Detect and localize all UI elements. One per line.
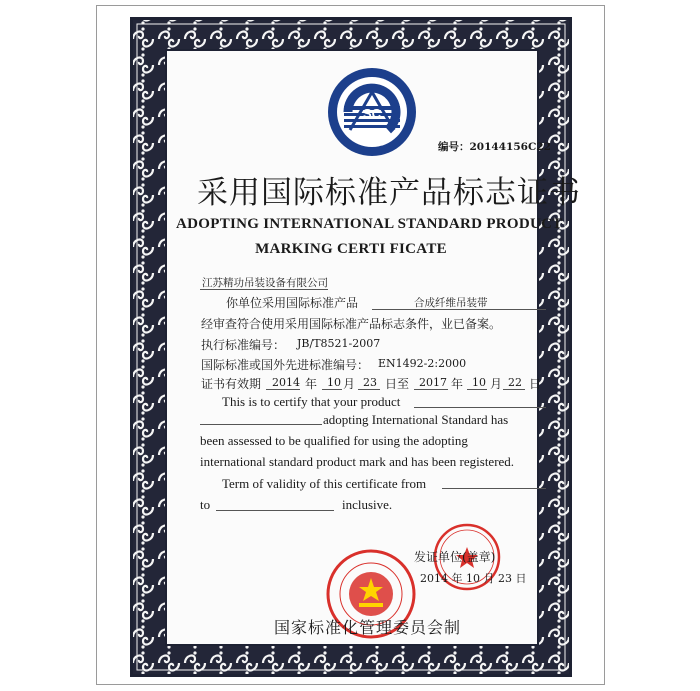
to-underline [216,510,334,511]
underline-from-year [266,389,300,390]
title-english-line1: ADOPTING INTERNATIONAL STANDARD PRODUCT [176,216,563,232]
intl-standard-value: EN1492-2:2000 [378,357,467,370]
underline-to-month [467,389,487,390]
serial-number: 编号：20144156C22 [438,141,551,153]
inclusive-text: inclusive. [342,497,393,512]
review-text: 经审查符合使用采用国际标准产品标志条件，业已备案。 [201,317,502,331]
footer-issuer: 国家标准化管理委员会制 [274,618,462,637]
validity-to-year: 2017 [419,376,447,389]
validity-month-char: 月 [343,377,356,391]
validity-label: 证书有效期 [201,377,262,391]
validity-year-char-2: 年 [451,377,464,391]
title-english-line2: MARKING CERTI FICATE [255,241,447,257]
registered-text: international standard product mark and has been registered. [200,454,515,469]
adopting-text: adopting International Standard has [323,412,509,427]
product-underline [372,309,546,310]
validity-to-char: 日至 [385,377,410,391]
unit-adopt-text: 你单位采用国际标准产品 [226,296,359,310]
certify-text: This is to certify that your product [222,394,401,409]
title-chinese: 采用国际标准产品标志证书 [197,175,581,211]
intl-standard-label: 国际标准或国外先进标准编号： [201,358,370,372]
exec-standard-value: JB/T8521-2007 [297,337,381,350]
company-underline [200,289,328,290]
svg-text:SC: SC [362,106,382,121]
underline-from-day [358,389,380,390]
exec-standard-label: 执行标准编号： [201,338,286,352]
issue-date: 2014 年 10 月 23 日 [420,572,527,585]
validity-month-char-2: 月 [490,377,503,391]
company-name: 江苏精功吊装设备有限公司 [202,277,328,289]
validity-year-char: 年 [305,377,318,391]
acsc-logo-icon [326,66,418,158]
validity-from-month: 10 [327,376,341,389]
underline-from-month [322,389,342,390]
validity-to-day: 22 [508,376,522,389]
validity-from-day: 23 [363,376,377,389]
term-text: Term of validity of this certificate from [222,476,427,491]
product-name: 合成纤维吊装带 [414,297,488,309]
validity-to-month: 10 [472,376,486,389]
term-underline [442,488,546,489]
underline-to-day [503,389,525,390]
issuer-label: 发证单位(盖章) [414,550,496,564]
underline-to-year [414,389,448,390]
adopting-underline [200,424,322,425]
certify-underline [414,407,546,408]
to-text: to [200,497,211,512]
assessed-text: been assessed to be qualified for using the adopting [200,433,468,448]
validity-day-char: 日 [529,377,542,391]
validity-from-year: 2014 [272,376,300,389]
